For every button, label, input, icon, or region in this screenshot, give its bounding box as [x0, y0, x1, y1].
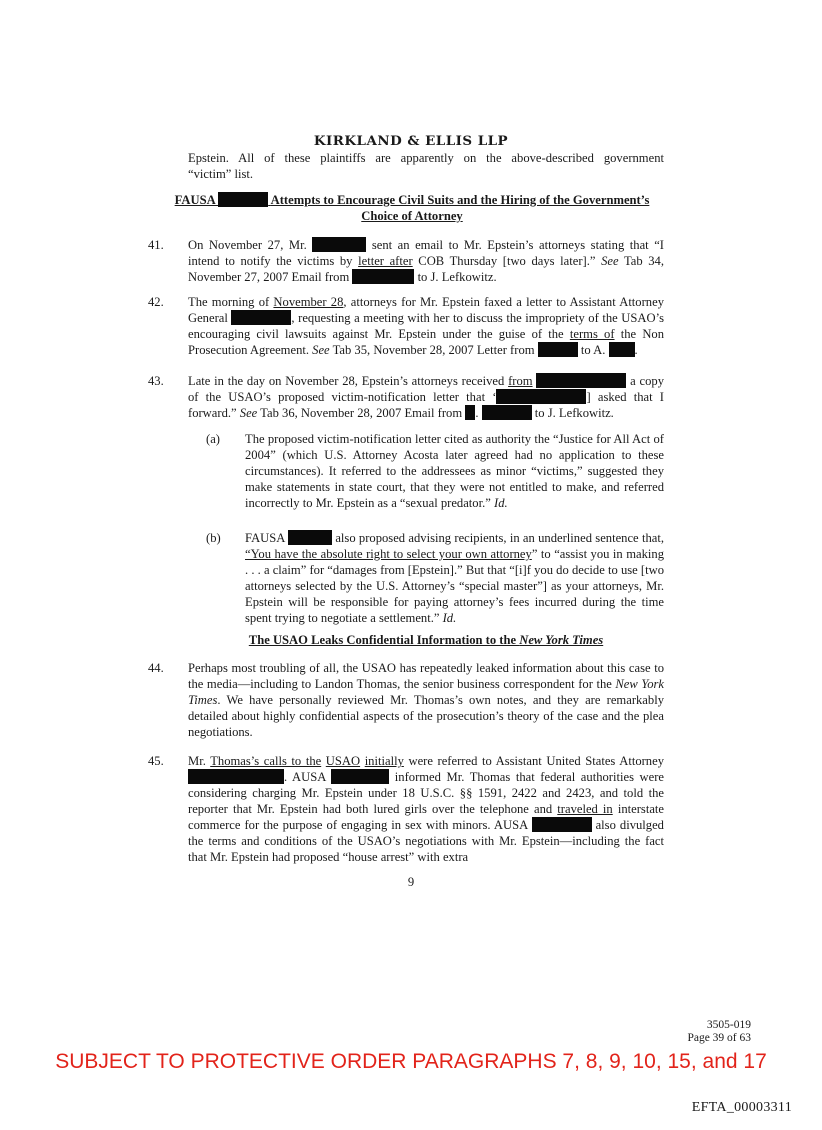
page-number: 9 [407, 875, 415, 889]
p43-text: . [475, 406, 479, 420]
section-heading-1 [160, 192, 664, 224]
paragraph-number-45: 45. [148, 754, 164, 768]
p45-underlined: USAO [325, 754, 361, 768]
protective-order-notice: SUBJECT TO PROTECTIVE ORDER PARAGRAPHS 7, 8, 9, 10, 15, and 17 [55, 1050, 767, 1073]
paragraph-number-43: 43. [148, 374, 164, 388]
intro-line-1: Epstein. All of these plaintiffs are apparently on the above-described government [188, 151, 664, 165]
p43-text: ] asked that I forward.” [188, 390, 664, 420]
p42-text: , attorneys for Mr. Epstein faxed a letter to Assistant Attorney General [188, 295, 664, 325]
redaction [609, 342, 635, 357]
p43-text: Late in the day on November 28, Epstein’s attorneys received [188, 374, 505, 388]
p42-text: , requesting a meeting with her to discuss the impropriety of the USAO’s encouraging civil lawsuits against Mr. Epstein under the guise of the [188, 311, 664, 341]
redaction [312, 237, 366, 252]
p43b-cite: Id. [442, 611, 457, 625]
p43b-text: also proposed advising recipients, in an underlined sentence that, [335, 531, 664, 545]
redaction [496, 389, 586, 404]
redaction [482, 405, 532, 420]
intro-paragraph [188, 150, 664, 182]
p41-underlined: letter after [358, 254, 413, 268]
p43b-text: ” to “assist you in making . . . a claim” for “damages from [Epstein].” But that “[i]f you do decide to use [two attorneys selected by the U.S. Attorney’s “special master”] as your attorneys, Mr. Epstein will be responsible for paying attorney’s fees incurred during the time spent trying to negotiate a settlement.” [245, 547, 664, 625]
p41-text: sent an email to Mr. Epstein’s attorneys stating that “I intend to notify the victims by [188, 238, 664, 268]
p41-text: On November 27, Mr. [188, 238, 307, 252]
p43-text: Tab 36, November 28, 2007 Email from [260, 406, 463, 420]
p43-text: to J. Lefkowitz. [534, 406, 614, 420]
redaction [538, 342, 578, 357]
p41-text: to J. Lefkowitz. [417, 270, 497, 284]
subparagraph-b [245, 530, 664, 626]
p41-text: Tab 34, November 27, 2007 Email from [188, 254, 665, 284]
heading2-publication: New York Times [519, 633, 604, 647]
redaction [536, 373, 626, 388]
p44-publication: New York Times [188, 677, 664, 707]
p42-text: the Non Prosecution Agreement. [188, 327, 665, 357]
heading1-part-b: Attempts to Encourage Civil Suits and the Hiring of the Government’s [270, 193, 650, 207]
p45-text: . AUSA [284, 770, 326, 784]
p45-text: Mr. [188, 754, 206, 768]
p41-cite-signal: See [601, 254, 619, 268]
section-heading-2 [188, 632, 664, 648]
p43b-text: FAUSA [245, 531, 285, 545]
subparagraph-label-b: (b) [206, 531, 221, 545]
p45-text: also divulged the terms and conditions of the USAO’s negotiations with Mr. Epstein—including the fact that Mr. Epstein had proposed “house arrest” with extra [188, 818, 664, 864]
redaction [231, 310, 291, 325]
paragraph-44 [188, 660, 664, 740]
p42-text: The morning of [188, 295, 270, 309]
p43-cite-signal: See [239, 406, 258, 420]
p45-underlined: Thomas’s calls to the [210, 754, 322, 768]
p42-text: to A. [580, 343, 606, 357]
paragraph-number-44: 44. [148, 661, 164, 675]
redaction [188, 769, 284, 784]
stamp-line-2: Page 39 of 63 [687, 1032, 751, 1044]
subparagraph-label-a: (a) [206, 432, 220, 446]
redaction [532, 817, 592, 832]
redaction [288, 530, 332, 545]
p43b-underlined-quote: “You have the absolute right to select your own attorney [245, 547, 532, 561]
p42-text: Tab 35, November 28, 2007 Letter from [332, 343, 535, 357]
p44-text: Perhaps most troubling of all, the USAO has repeatedly leaked information about this case to the media—including to Landon Thomas, the senior business correspondent for the [188, 661, 664, 691]
p42-text: . [634, 343, 638, 357]
redaction [465, 405, 475, 420]
paragraph-41 [188, 237, 664, 285]
efta-number: EFTA_00003311 [691, 1100, 792, 1115]
intro-line-2: “victim” list. [188, 167, 254, 181]
bates-stamp [687, 1019, 751, 1045]
p42-underlined: terms of [569, 327, 615, 341]
p43-text: a copy of the USAO’s proposed victim-notification letter that ‘ [188, 374, 665, 404]
letterhead: KIRKLAND & ELLIS LLP [313, 133, 509, 149]
paragraph-number-42: 42. [148, 295, 164, 309]
p44-text: . We have personally reviewed Mr. Thomas’s own notes, and they are remarkably detailed about highly confidential aspects of the prosecution’s theory of the case and the plea negotiations. [188, 693, 664, 739]
paragraph-45 [188, 753, 664, 865]
subparagraph-a [245, 431, 664, 511]
p42-underlined: November 28 [273, 295, 344, 309]
p43a-cite: Id. [494, 496, 508, 510]
p41-text: COB Thursday [two days later].” [418, 254, 596, 268]
heading1-part-c: Choice of Attorney [361, 209, 463, 223]
p45-underlined: initially [364, 754, 404, 768]
stamp-line-1: 3505-019 [706, 1019, 751, 1031]
p45-text: interstate commerce for the purpose of engaging in sex with minors. AUSA [188, 802, 665, 832]
p45-underlined: traveled in [557, 802, 613, 816]
p45-text: informed Mr. Thomas that federal authorities were considering charging Mr. Epstein under 18 U.S.C. §§ 1591, 2422 and 2423, and told the reporter that Mr. Epstein had both lured girls over the telephone and [188, 770, 665, 816]
p43a-text: The proposed victim-notification letter cited as authority the “Justice for All Act of 2004” (which U.S. Attorney Acosta later agreed had no application to these circumstances). It referred to the addressees as minor “victims,” suggested they make statements in state court, that they were not entitled to make, and referred incorrectly to Mr. Epstein as a “sexual predator.” [245, 432, 664, 510]
paragraph-43 [188, 373, 664, 421]
paragraph-42 [188, 294, 664, 358]
p42-cite-signal: See [312, 343, 330, 357]
redaction [352, 269, 414, 284]
p45-text: were referred to Assistant United States Attorney [408, 754, 664, 768]
heading1-part-a: FAUSA [174, 193, 215, 207]
paragraph-number-41: 41. [148, 238, 164, 252]
redaction [218, 192, 268, 207]
heading2-text: The USAO Leaks Confidential Information to the [248, 633, 520, 647]
redaction [331, 769, 389, 784]
p43-underlined: from [508, 374, 533, 388]
